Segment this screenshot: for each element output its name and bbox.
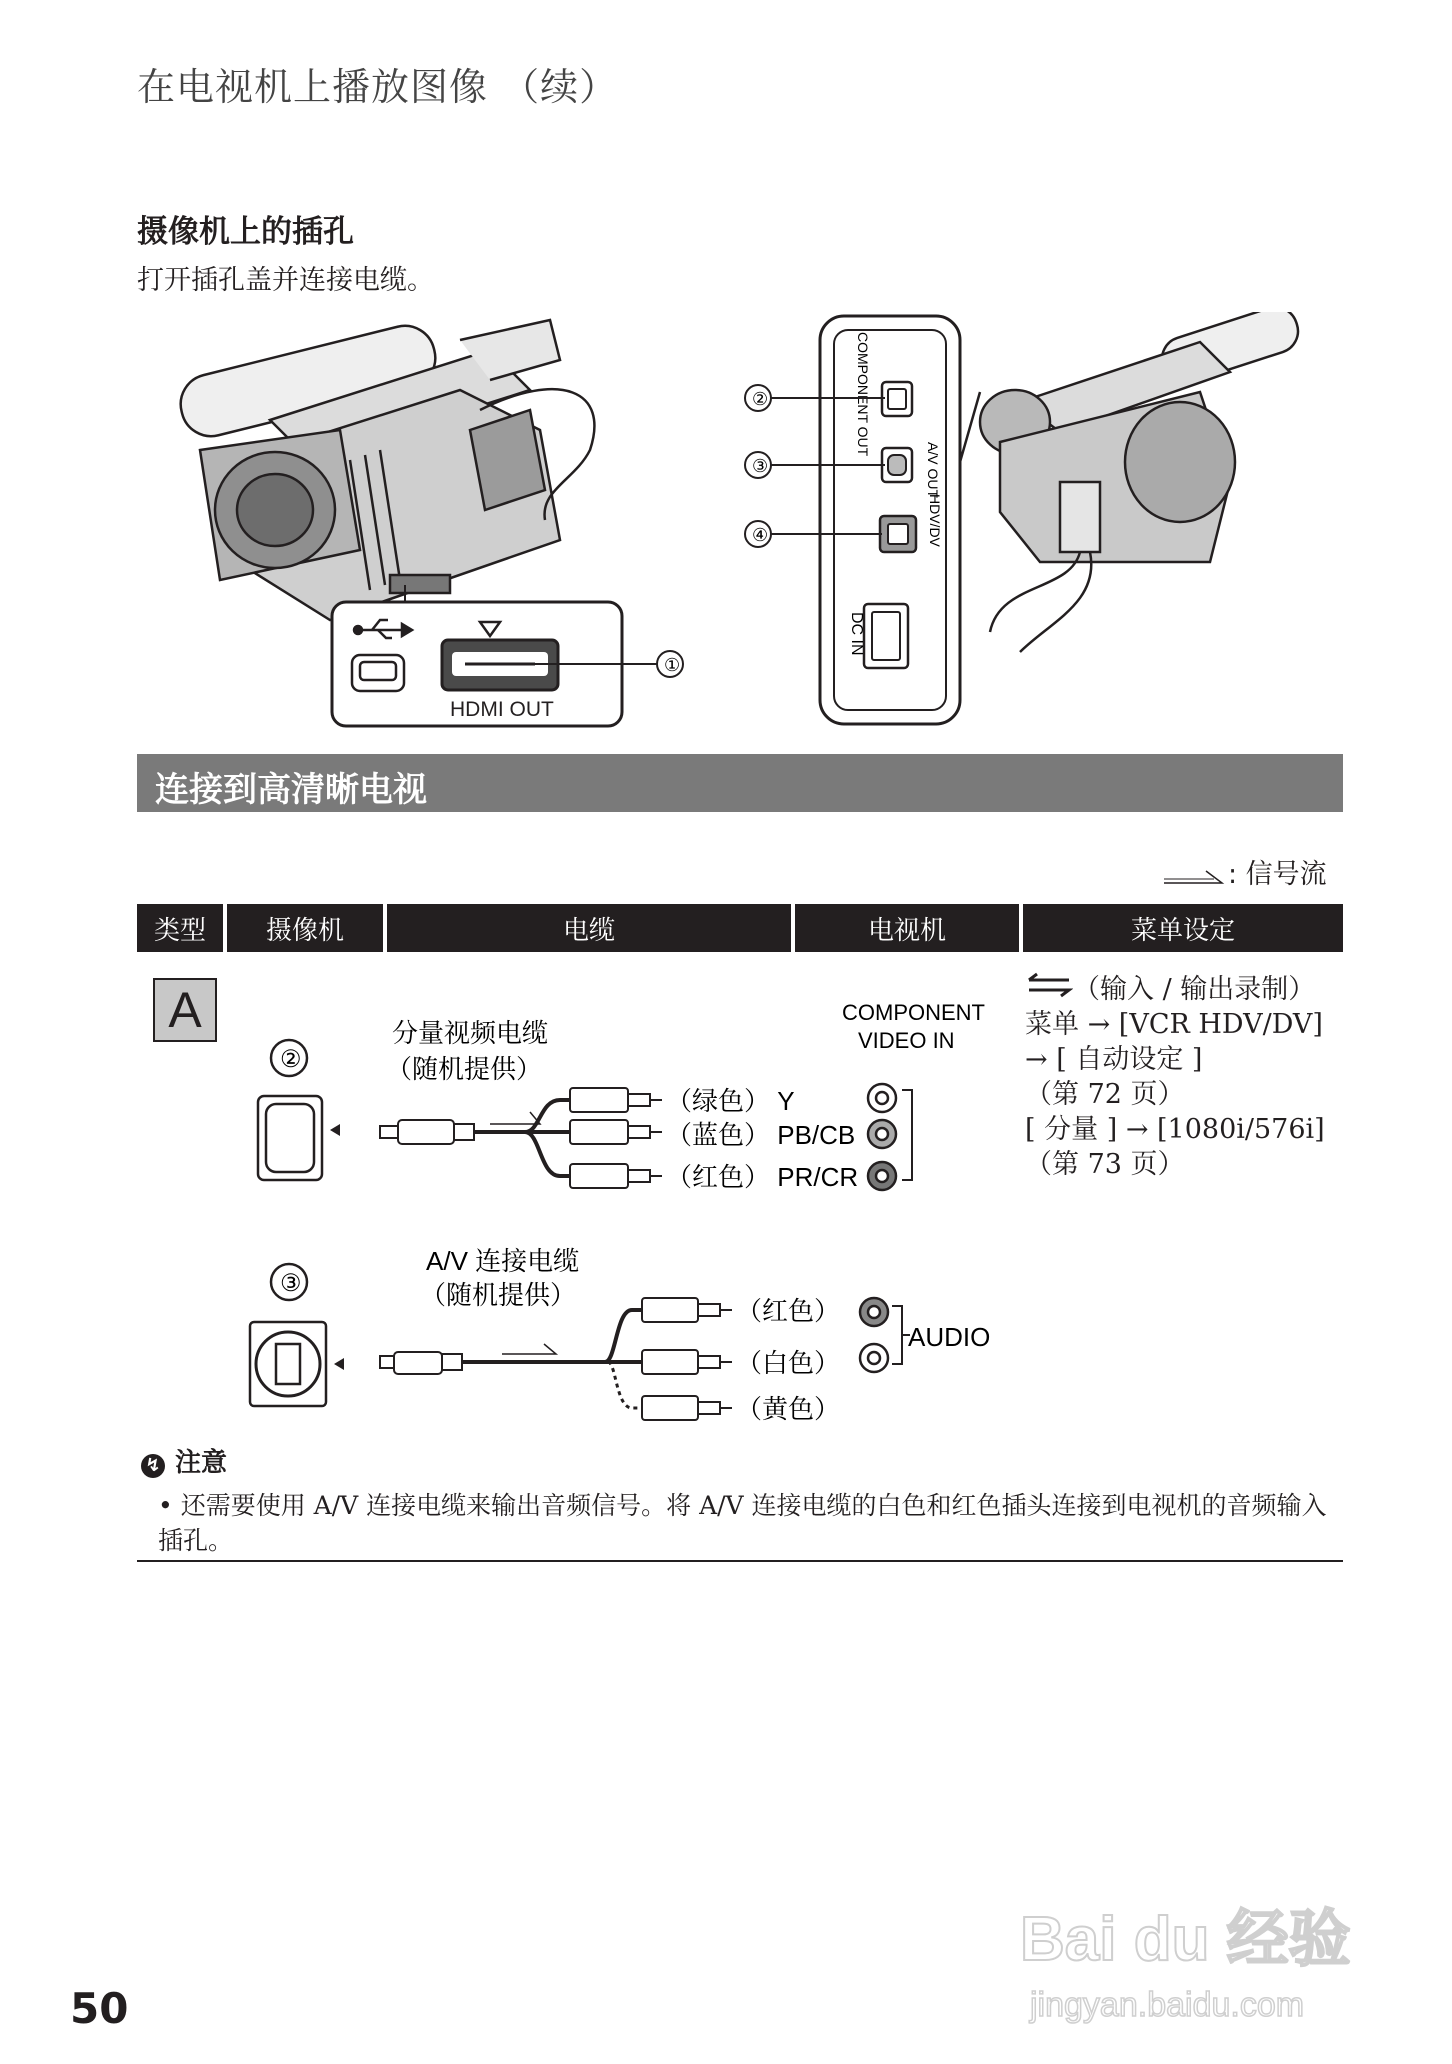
component-cable-note: （随机提供） [386, 1054, 543, 1084]
menu-line-1: （输入 / 输出录制） [1025, 972, 1325, 1007]
note-heading: ↯ 注意 [141, 1442, 227, 1479]
note-text: • 还需要使用 A/V 连接电缆来输出音频信号。将 A/V 连接电缆的白色和红色插头连接到电视机的音频输入插孔。 [158, 1491, 1327, 1555]
svg-text:DC IN: DC IN [848, 612, 865, 656]
av-connection-diagram [240, 1240, 1020, 1430]
av-plug-red: （红色） [736, 1296, 841, 1326]
menu-line-3: → [ 自动设定 ] [1025, 1044, 1203, 1075]
component-plug-blue: （蓝色） PB/CB [666, 1120, 856, 1150]
svg-text:HDV/DV: HDV/DV [927, 494, 943, 547]
svg-text:②: ② [752, 389, 769, 409]
av-plug-yellow: （黄色） [736, 1394, 841, 1424]
tv-component-label-2: VIDEO IN [858, 1028, 955, 1053]
in-out-rec-icon [1025, 972, 1073, 998]
av-marker: ③ [280, 1270, 302, 1297]
av-cable-note: （随机提供） [420, 1280, 577, 1310]
component-plug-green: （绿色） Y [666, 1086, 795, 1116]
menu-line-4: （第 72 页） [1025, 1079, 1185, 1110]
menu-settings [1025, 972, 1325, 1182]
camcorder-back-figure [960, 312, 1330, 672]
section-instruction: 打开插孔盖并连接电缆。 [137, 265, 434, 296]
header-type: 类型 [137, 904, 223, 952]
av-plug-white: （白色） [736, 1348, 841, 1378]
hdmi-label: HDMI OUT [450, 698, 554, 721]
hdmi-detail-figure [330, 600, 700, 730]
svg-text:④: ④ [752, 525, 769, 545]
component-connection-diagram [240, 1000, 1020, 1210]
header-menu: 菜单设定 [1023, 904, 1343, 952]
side-jack-panel-figure [740, 312, 970, 732]
callout-4 [745, 521, 771, 547]
page-title: 在电视机上播放图像 （续） [137, 65, 619, 109]
svg-text:A/V OUT: A/V OUT [925, 442, 941, 499]
legend-label: : 信号流 [1228, 859, 1327, 890]
divider [137, 1560, 1343, 1562]
header-camera: 摄像机 [227, 904, 383, 952]
signal-arrow-icon [502, 1344, 556, 1354]
component-cable-name: 分量视频电缆 [392, 1018, 549, 1048]
section-band [137, 754, 1343, 812]
component-marker: ② [280, 1046, 302, 1073]
page-number: 50 [70, 1984, 129, 2033]
tv-audio-label: AUDIO [908, 1322, 991, 1352]
header-cable: 电缆 [387, 904, 791, 952]
svg-text:③: ③ [752, 456, 769, 476]
note-icon: ↯ [141, 1454, 165, 1478]
svg-text:COMPONENT OUT: COMPONENT OUT [855, 332, 871, 457]
component-plug-red: （红色） PR/CR [666, 1162, 859, 1192]
av-cable-name: A/V 连接电缆 [426, 1246, 580, 1276]
baidu-watermark [1020, 1880, 1380, 2030]
tv-component-label-1: COMPONENT [842, 1000, 985, 1025]
watermark-line-1: Bai du 经验 [1020, 1905, 1351, 1974]
type-a-badge: A [153, 978, 217, 1042]
band-title: 连接到高清晰电视 [155, 770, 427, 810]
svg-text:①: ① [664, 655, 681, 675]
signal-arrow-icon [1162, 865, 1228, 887]
signal-flow-legend [1162, 852, 1327, 891]
section-heading: 摄像机上的插孔 [137, 214, 354, 250]
menu-line-6: （第 73 页） [1025, 1149, 1185, 1180]
header-tv: 电视机 [795, 904, 1019, 952]
callout-3 [745, 452, 771, 478]
menu-line-5: [ 分量 ] → [1080i/576i] [1025, 1114, 1325, 1145]
table-header [137, 904, 1343, 952]
watermark-line-2: jingyan.baidu.com [1030, 1986, 1305, 2024]
signal-arrow-icon [490, 1112, 540, 1124]
callout-2 [745, 385, 771, 411]
menu-line-2: 菜单 → [VCR HDV/DV] [1025, 1009, 1323, 1040]
